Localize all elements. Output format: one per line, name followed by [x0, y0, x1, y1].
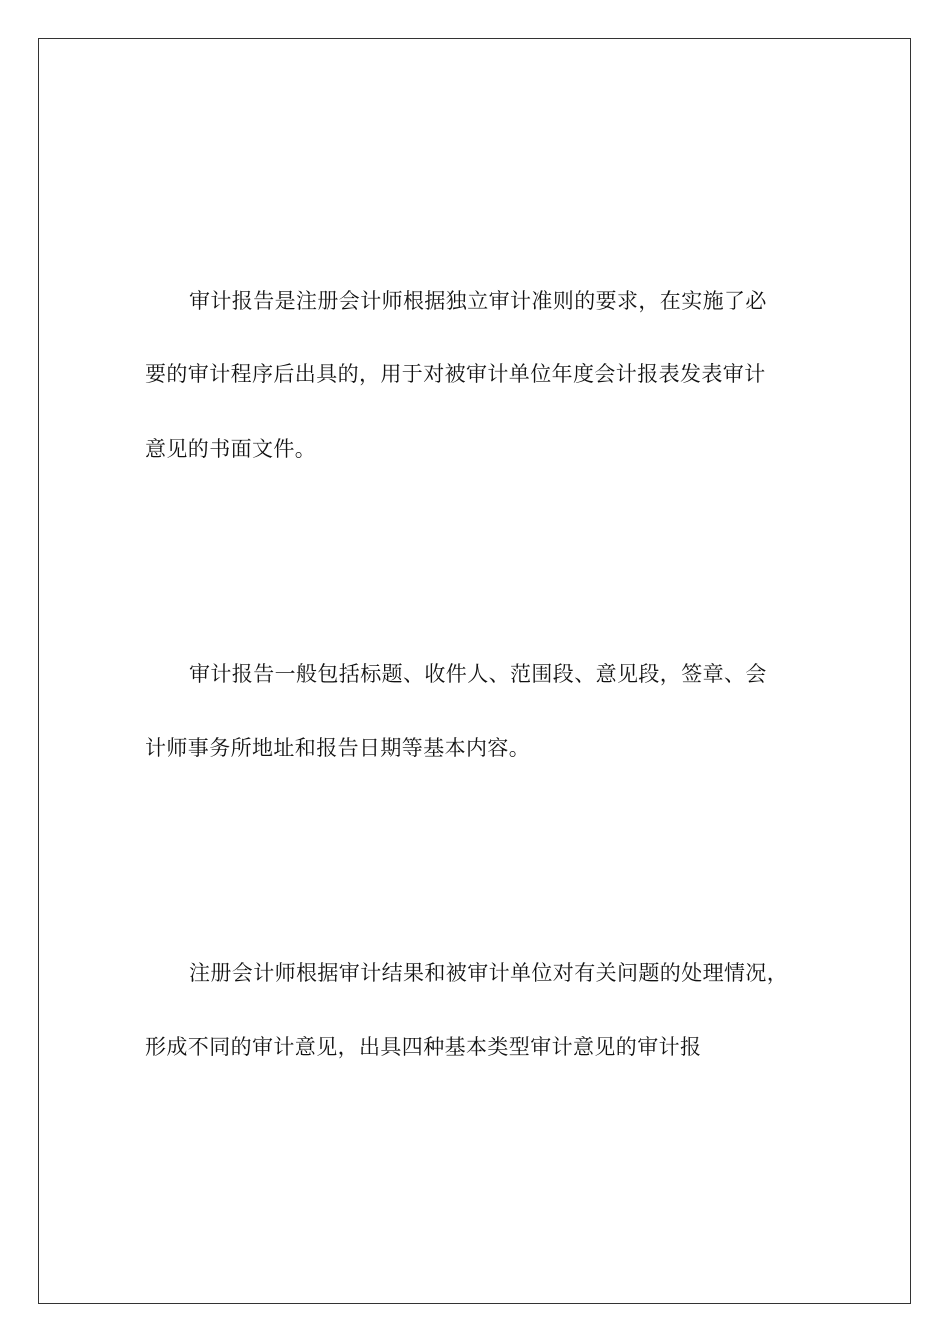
paragraph-1-line-1: 审计报告是注册会计师根据独立审计准则的要求，在实施了必 [189, 289, 767, 313]
paragraph-2-line-2: 计师事务所地址和报告日期等基本内容。 [145, 736, 531, 760]
paragraph-1-line-2: 要的审计程序后出具的，用于对被审计单位年度会计报表发表审计 [145, 362, 766, 386]
paragraph-1-line-3: 意见的书面文件。 [145, 437, 317, 461]
paragraph-3-line-2: 形成不同的审计意见，出具四种基本类型审计意见的审计报 [145, 1035, 702, 1059]
paragraph-3-line-1: 注册会计师根据审计结果和被审计单位对有关问题的处理情况， [189, 961, 789, 985]
paragraph-2-line-1: 审计报告一般包括标题、收件人、范围段、意见段，签章、会 [189, 662, 767, 686]
